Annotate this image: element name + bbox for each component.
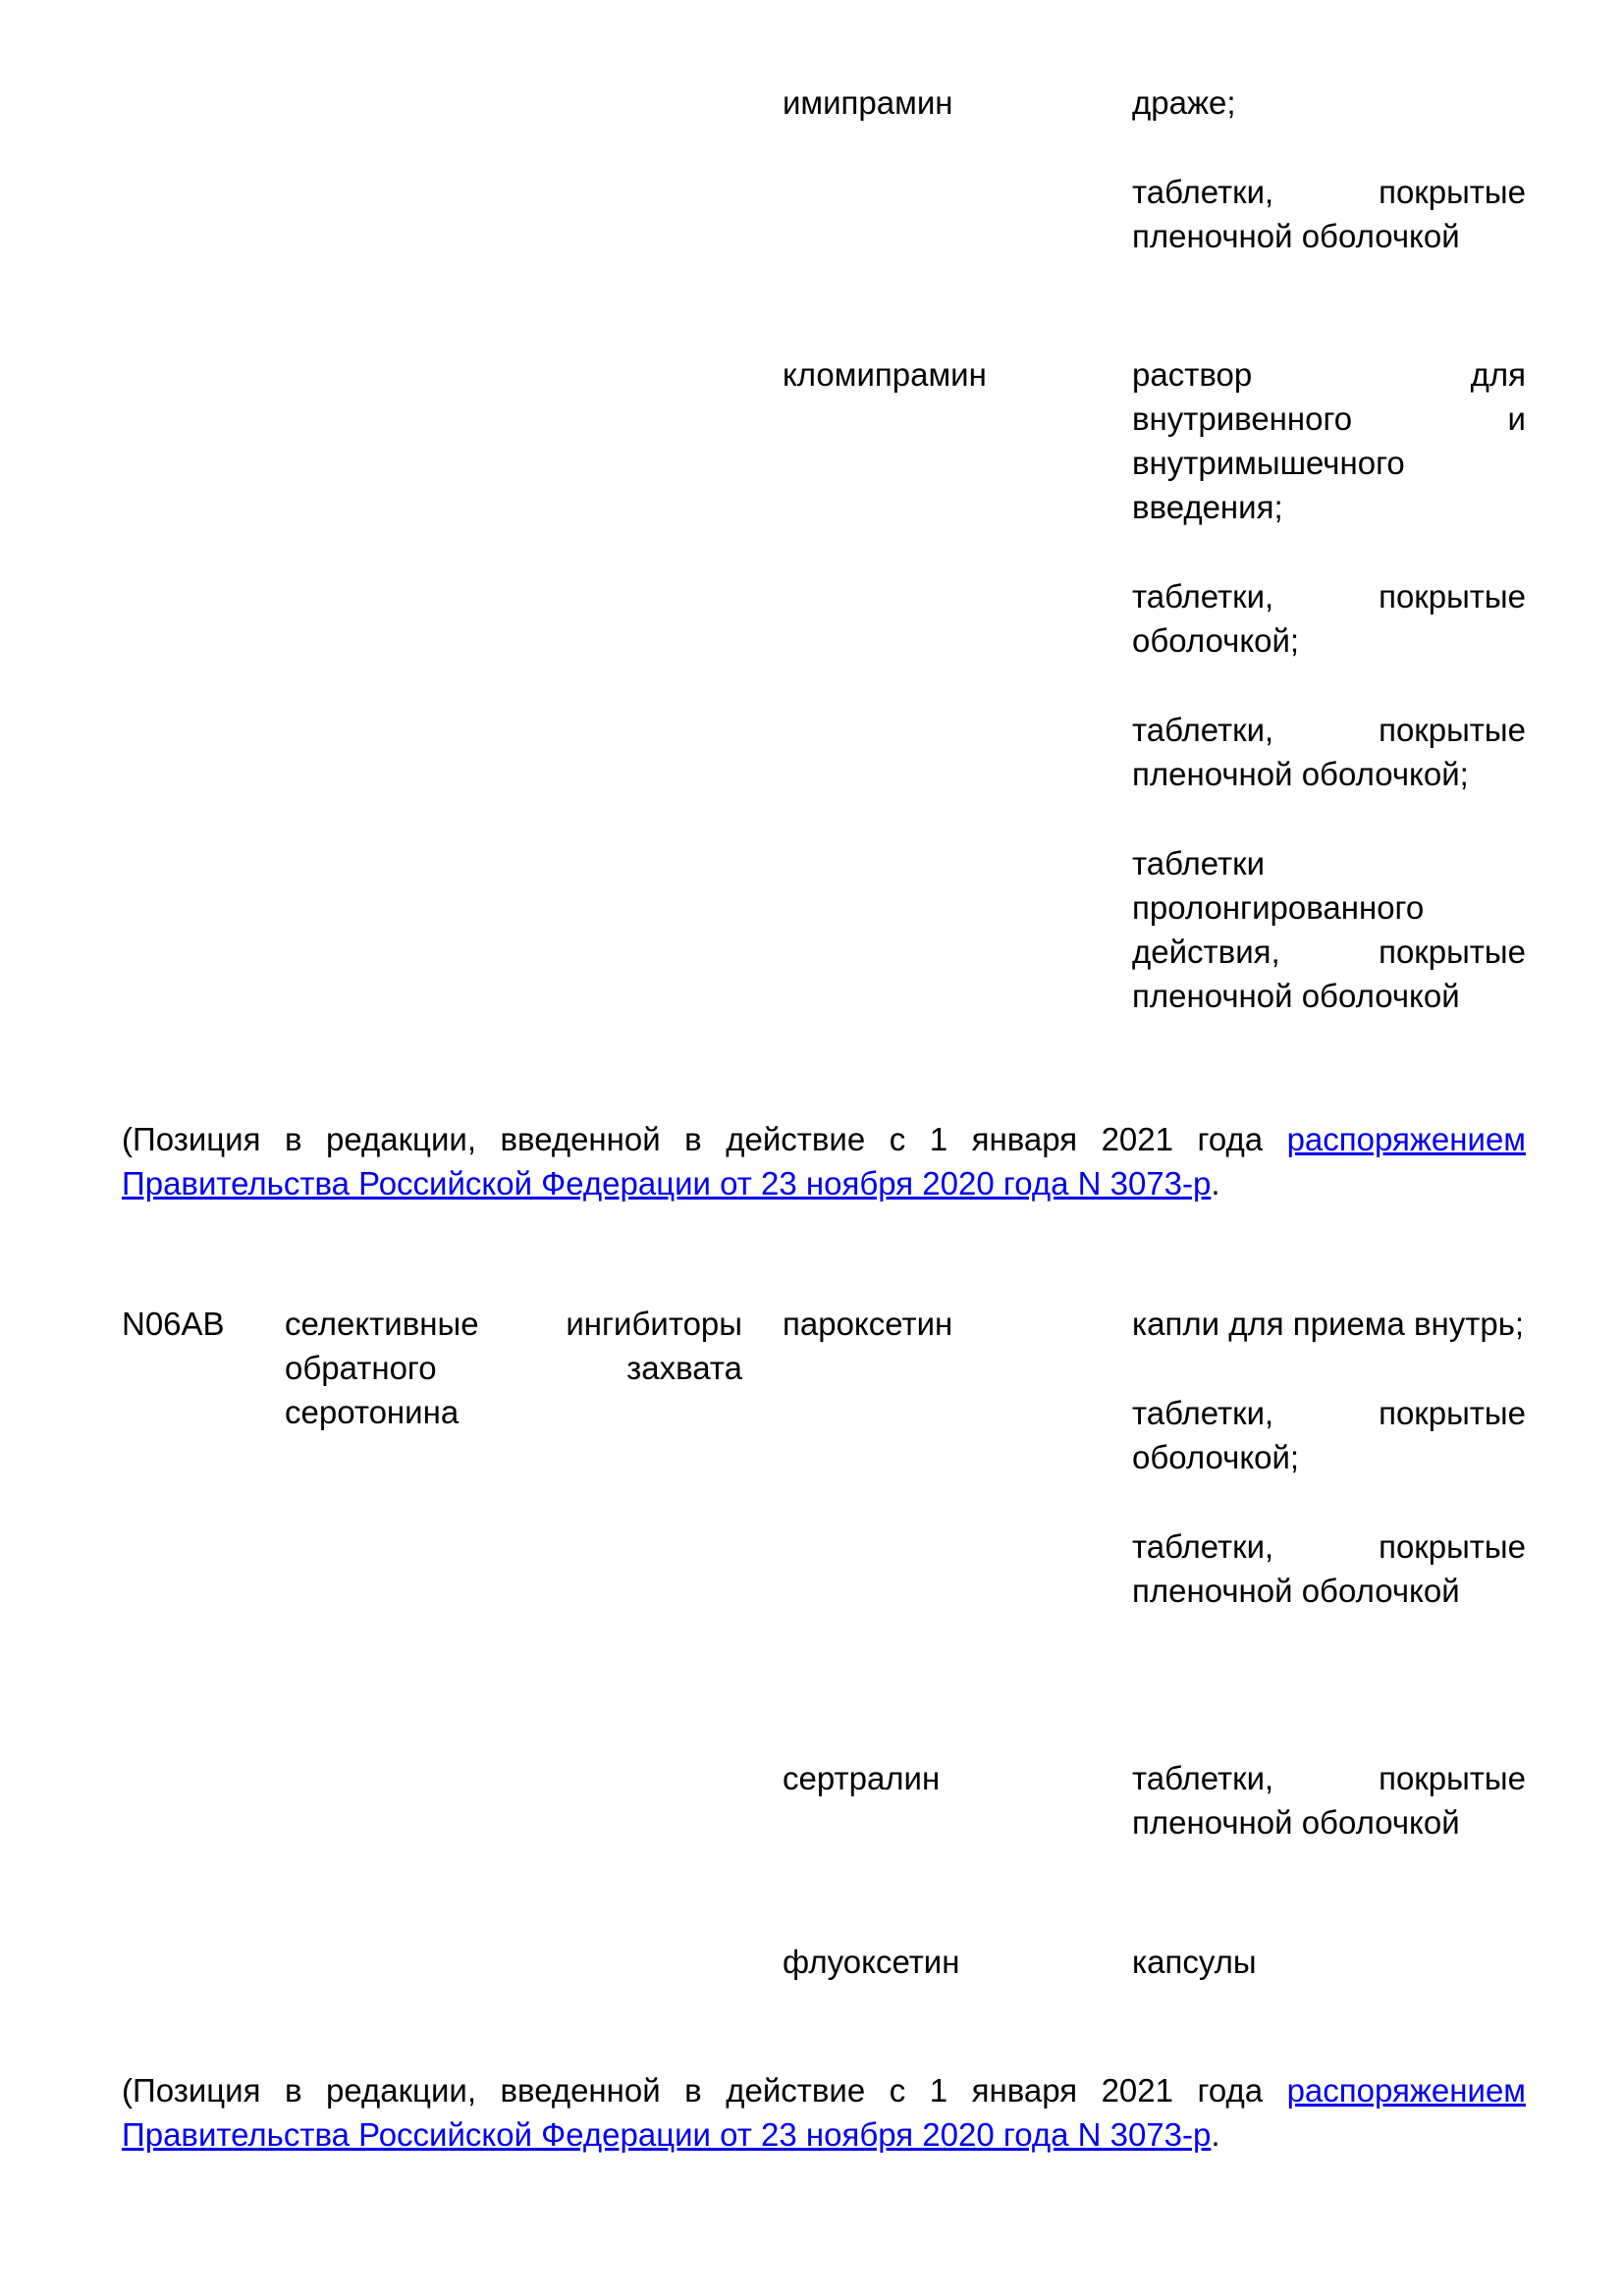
note-suffix: . (1211, 2116, 1220, 2153)
amendment-note (122, 2068, 1526, 2157)
note-text: (Позиция в редакции, введенной в действие с 1 января 2021 года (122, 1121, 1287, 1157)
note-text: (Позиция в редакции, введенной в действие с 1 января 2021 года (122, 2072, 1287, 2109)
drug-name: имипрамин (783, 84, 953, 121)
dosage-form: драже; (1132, 84, 1236, 121)
dosage-form: раствор для внутривенного и внутримышечного введения; (1132, 356, 1526, 525)
drug-name: пароксетин (783, 1306, 953, 1342)
dosage-form: таблетки, покрытые оболочкой; (1132, 578, 1526, 659)
decree-link[interactable]: распоряжением Правительства Российской Федерации от 23 ноября 2020 года N 3073-р (122, 1121, 1526, 1201)
drug-group: селективные ингибиторы обратного захвата серотонина (285, 1306, 742, 1430)
dosage-forms (1132, 80, 1526, 258)
drug-name: кломипрамин (783, 356, 987, 393)
dosage-form: таблетки, покрытые пленочной оболочкой (1132, 174, 1526, 254)
dosage-forms (1132, 1756, 1526, 1844)
amendment-note (122, 1117, 1526, 1205)
dosage-form: таблетки пролонгированного действия, покрытые пленочной оболочкой (1132, 845, 1526, 1014)
dosage-form: таблетки, покрытые пленочной оболочкой (1132, 1760, 1526, 1841)
dosage-forms (1132, 352, 1526, 1018)
dosage-form: таблетки, покрытые пленочной оболочкой (1132, 1528, 1526, 1609)
drug-name: флуоксетин (783, 1944, 960, 1980)
dosage-form: капсулы (1132, 1944, 1257, 1980)
drug-name: сертралин (783, 1760, 941, 1796)
decree-link[interactable]: распоряжением Правительства Российской Федерации от 23 ноября 2020 года N 3073-р (122, 2072, 1526, 2153)
atc-code: N06AB (122, 1306, 225, 1342)
dosage-forms (1132, 1940, 1526, 1984)
dosage-forms (1132, 1302, 1526, 1613)
dosage-form: капли для приема внутрь; (1132, 1306, 1525, 1342)
dosage-form: таблетки, покрытые оболочкой; (1132, 1395, 1526, 1475)
note-suffix: . (1211, 1165, 1220, 1201)
dosage-form: таблетки, покрытые пленочной оболочкой; (1132, 712, 1526, 792)
